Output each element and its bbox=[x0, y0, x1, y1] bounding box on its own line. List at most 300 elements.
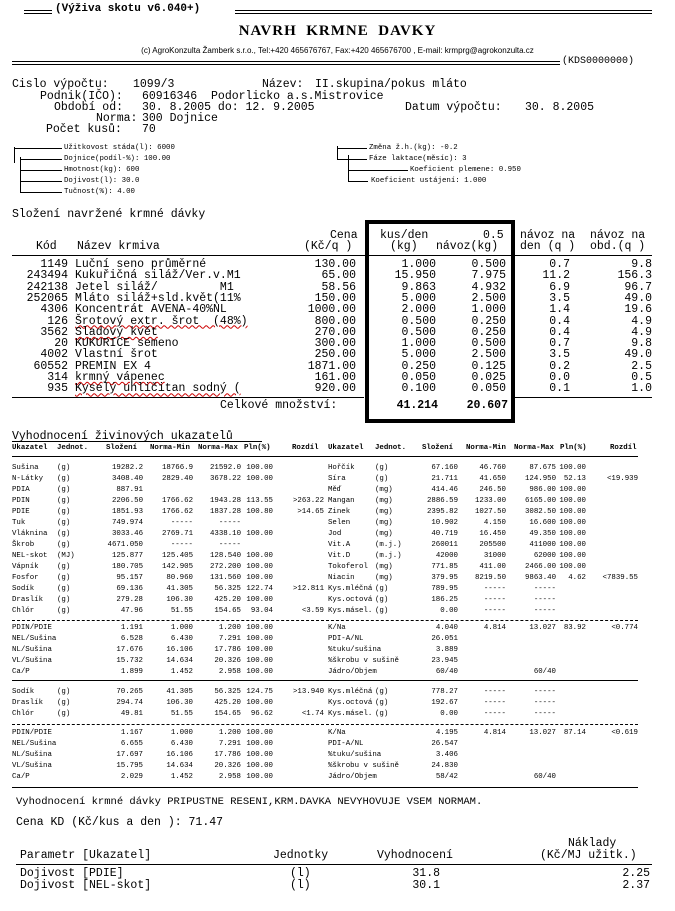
period-label: Období od: bbox=[54, 101, 124, 114]
nutrient-cell: Vápník bbox=[12, 563, 39, 571]
nutrient-cell: 21592.0 bbox=[209, 464, 241, 472]
feed-price: 920.00 bbox=[314, 382, 356, 396]
feed-code: 126 bbox=[47, 314, 68, 328]
nutrient-cell: (g) bbox=[375, 607, 389, 615]
document-title: NAVRH KRMNE DAVKY bbox=[238, 23, 437, 39]
nutrient-cell: 2206.50 bbox=[111, 497, 143, 505]
overlay-cell: <1.74 bbox=[301, 710, 324, 718]
overlay-ratio-cell: 1.200 bbox=[218, 729, 241, 737]
ratio-cell: 7.291 bbox=[218, 635, 241, 643]
feed-day: 3.5 bbox=[549, 291, 570, 305]
norm-label: Norma: bbox=[96, 112, 138, 125]
nutrient-cell: 21.711 bbox=[431, 475, 458, 483]
overlay-cell: (g) bbox=[57, 688, 71, 696]
overlay-cell: 124.75 bbox=[246, 688, 273, 696]
nutrient-cell: 18766.9 bbox=[161, 464, 193, 472]
eval-cost: 2.37 bbox=[622, 878, 650, 892]
feed-price: 58.56 bbox=[321, 280, 356, 294]
nutrient-cell: 16.600 bbox=[529, 519, 556, 527]
nutrient-cell: 186.25 bbox=[431, 596, 458, 604]
overlay-cell: (g) bbox=[375, 710, 389, 718]
nutrient-header: Ukazatel bbox=[12, 444, 48, 452]
nutrient-cell: 67.160 bbox=[431, 464, 458, 472]
nutrient-cell: (m.j.) bbox=[375, 552, 402, 560]
overlay-ratio-cell: NEL/Sušina bbox=[12, 740, 57, 748]
day-header-2: den (q ) bbox=[520, 240, 576, 253]
nutrient-cell: 52.13 bbox=[563, 475, 586, 483]
feed-kus: 0.050 bbox=[401, 371, 436, 384]
feed-day: 1.4 bbox=[549, 303, 570, 317]
overlay-cell: Kys.másel. bbox=[328, 710, 373, 718]
nutrient-header: Norma-Min bbox=[150, 444, 190, 452]
overlay-ratio-cell: PDIN/PDIE bbox=[12, 729, 52, 737]
overlay-ratio-cell: 14.634 bbox=[166, 762, 193, 770]
nutrient-cell: 100.00 bbox=[246, 563, 273, 571]
nutrient-cell: (g) bbox=[57, 508, 71, 516]
date-value: 30. 8.2005 bbox=[525, 101, 595, 114]
feed-navoz: 0.500 bbox=[471, 258, 506, 271]
feed-price: 300.00 bbox=[314, 337, 356, 351]
nutrient-cell: Hořčík bbox=[328, 464, 355, 472]
nutrient-cell: Vláknina bbox=[12, 530, 48, 538]
count-label: Počet kusů: bbox=[46, 123, 122, 136]
nutrient-cell: (g) bbox=[375, 464, 389, 472]
nutrient-cell: 1233.00 bbox=[474, 497, 506, 505]
nutrient-cell: Chlór bbox=[12, 607, 35, 615]
nutrient-header: Norma-Min bbox=[466, 444, 506, 452]
nutrient-cell: PDIA bbox=[12, 486, 30, 494]
ratio-cell: VL/Sušina bbox=[12, 657, 52, 665]
nutrient-header: Pln(%) bbox=[244, 444, 271, 452]
ratio-cell: K/Na bbox=[328, 624, 346, 632]
param-housing-coef: Koeficient ustájení: 1.000 bbox=[371, 177, 487, 185]
ratio-cell: 2.958 bbox=[218, 668, 241, 676]
nutrient-cell: (mg) bbox=[375, 574, 393, 582]
overlay-cell: (g) bbox=[57, 699, 71, 707]
ratio-cell: Ca/P bbox=[12, 668, 30, 676]
nutrient-cell: 100.00 bbox=[559, 552, 586, 560]
overlay-ratio-cell: 3.406 bbox=[435, 751, 458, 759]
ratio-cell: 3.889 bbox=[435, 646, 458, 654]
overlay-ratio-cell: 100.00 bbox=[246, 773, 273, 781]
overlay-cell: 96.62 bbox=[250, 710, 273, 718]
ratio-cell: NL/Sušina bbox=[12, 646, 52, 654]
nutrient-cell: Vit.A bbox=[328, 541, 351, 549]
ratio-cell: 60/40 bbox=[435, 668, 458, 676]
ratio-cell: 20.326 bbox=[214, 657, 241, 665]
nutrient-cell: 2395.82 bbox=[426, 508, 458, 516]
nutrient-header: Rozdíl bbox=[610, 444, 637, 452]
overlay-cell: ----- bbox=[483, 710, 506, 718]
nutrient-cell: 100.00 bbox=[246, 475, 273, 483]
overlay-cell: Sodík bbox=[12, 688, 35, 696]
param-weight-change: Změna ž.h.(kg): -0.2 bbox=[369, 144, 458, 152]
overlay-ratio-cell: 87.14 bbox=[563, 729, 586, 737]
highlight-frame bbox=[365, 220, 515, 423]
nutrient-cell: 125.877 bbox=[111, 552, 143, 560]
evaluation-line: Vyhodnocení krmné dávky PRIPUSTNE RESENI,KRM.DAVKA NEVYHOVUJE VSEM NORMAM. bbox=[16, 796, 483, 808]
overlay-cell: >13.940 bbox=[292, 688, 324, 696]
nutrient-cell: 986.00 bbox=[529, 486, 556, 494]
feed-name: Kukuřičná siláž/Ver.v.M1 bbox=[75, 269, 241, 283]
price-header-2: (Kč/q ) bbox=[304, 240, 353, 253]
feed-day: 0.2 bbox=[549, 359, 570, 373]
nutrient-cell: Mangan bbox=[328, 497, 355, 505]
feed-kus: 15.950 bbox=[394, 269, 436, 283]
calc-value: 1099/3 bbox=[133, 78, 175, 91]
nutrient-cell: 142.905 bbox=[161, 563, 193, 571]
nutrient-cell: 1851.93 bbox=[111, 508, 143, 516]
feed-period: 0.5 bbox=[631, 371, 652, 384]
nutrient-cell: Vit.D bbox=[328, 552, 351, 560]
ratio-cell: %tuku/sušina bbox=[328, 646, 382, 654]
nutrient-cell: 40.719 bbox=[431, 530, 458, 538]
overlay-ratio-cell: 26.547 bbox=[431, 740, 458, 748]
feed-day: 0.1 bbox=[549, 382, 570, 396]
eval-unit: (l) bbox=[290, 867, 311, 880]
overlay-ratio-cell: 20.326 bbox=[214, 762, 241, 770]
nutrient-cell: Sodík bbox=[12, 585, 35, 593]
composition-title: Složení navržené krmné dávky bbox=[12, 208, 206, 221]
ratio-cell: 4.814 bbox=[483, 624, 506, 632]
ratio-cell: 4.040 bbox=[435, 624, 458, 632]
overlay-ratio-cell: Ca/P bbox=[12, 773, 30, 781]
feed-price: 130.00 bbox=[314, 258, 356, 271]
kus-header-1: kus/den bbox=[380, 229, 429, 242]
nutrient-cell: Kys.másel. bbox=[328, 607, 373, 615]
nutrient-header: Norma-Max bbox=[198, 444, 238, 452]
feed-period: 19.6 bbox=[624, 303, 652, 317]
nutrient-cell: 100.00 bbox=[559, 508, 586, 516]
nutrient-cell: 16.450 bbox=[479, 530, 506, 538]
feed-period: 49.0 bbox=[624, 291, 652, 305]
overlay-ratio-cell: 17.786 bbox=[214, 751, 241, 759]
feed-name: Kyselý uhličitan sodný ( bbox=[75, 382, 241, 396]
feed-price: 1871.00 bbox=[307, 359, 356, 373]
overlay-ratio-cell: 6.655 bbox=[120, 740, 143, 748]
feed-price: 1000.00 bbox=[307, 303, 356, 317]
eval-param: Dojivost [NEL-skot] bbox=[20, 878, 152, 892]
nutrient-cell: 411000 bbox=[529, 541, 556, 549]
overlay-ratio-cell: 4.195 bbox=[435, 729, 458, 737]
nutrient-cell: 131.560 bbox=[209, 574, 241, 582]
costs-header-2: (Kč/MJ užitk.) bbox=[540, 849, 637, 862]
feed-code: 935 bbox=[47, 382, 68, 396]
nutrient-cell: 279.28 bbox=[116, 596, 143, 604]
ratio-cell: 15.732 bbox=[116, 657, 143, 665]
feed-navoz: 4.932 bbox=[471, 280, 506, 294]
overlay-ratio-cell: VL/Sušina bbox=[12, 762, 52, 770]
overlay-cell: 56.325 bbox=[214, 688, 241, 696]
nutrient-cell: 411.00 bbox=[479, 563, 506, 571]
feed-day: 0.4 bbox=[549, 314, 570, 328]
nutrient-cell: 113.55 bbox=[246, 497, 273, 505]
nutrient-cell: ----- bbox=[533, 607, 556, 615]
nutrient-cell: 62000 bbox=[533, 552, 556, 560]
param-lactation-phase: Fáze laktace(měsíc): 3 bbox=[369, 155, 467, 163]
param-fat: Tučnost(%): 4.00 bbox=[64, 188, 135, 196]
feed-period: 2.5 bbox=[631, 359, 652, 373]
nutrient-cell: >14.65 bbox=[297, 508, 324, 516]
nutrient-cell: (g) bbox=[375, 585, 389, 593]
ratio-cell: 1.191 bbox=[120, 624, 143, 632]
feed-name: Koncentrát AVENA-40%NL bbox=[75, 303, 227, 317]
nutrient-cell: 272.200 bbox=[209, 563, 241, 571]
ratio-cell: 100.00 bbox=[246, 635, 273, 643]
feed-navoz: 0.050 bbox=[471, 382, 506, 396]
nutrient-cell: PDIN bbox=[12, 497, 30, 505]
overlay-ratio-cell: %škrobu v sušině bbox=[328, 762, 399, 770]
feed-period: 4.9 bbox=[631, 314, 652, 328]
overlay-ratio-cell: 15.795 bbox=[116, 762, 143, 770]
nutrient-cell: (g) bbox=[57, 541, 71, 549]
param-cows-share: Dojnice(podíl-%): 100.00 bbox=[64, 155, 171, 163]
overlay-cell: 70.265 bbox=[116, 688, 143, 696]
ratio-cell: 16.106 bbox=[166, 646, 193, 654]
nutrient-cell: Niacin bbox=[328, 574, 355, 582]
ratio-cell: 23.945 bbox=[431, 657, 458, 665]
overlay-cell: ----- bbox=[533, 688, 556, 696]
overlay-ratio-cell: 2.029 bbox=[120, 773, 143, 781]
nutrient-cell: 1027.50 bbox=[474, 508, 506, 516]
nutrient-cell: <19.939 bbox=[606, 475, 638, 483]
nutrient-cell: 122.74 bbox=[246, 585, 273, 593]
nutrient-cell: (mg) bbox=[375, 508, 393, 516]
overlay-ratio-cell: NL/Sušina bbox=[12, 751, 52, 759]
nutrient-cell: (mg) bbox=[375, 530, 393, 538]
ratio-cell: 100.00 bbox=[246, 624, 273, 632]
costs-header-1: Náklady bbox=[568, 837, 617, 850]
nutrient-cell: Jod bbox=[328, 530, 342, 538]
feed-day: 6.9 bbox=[549, 280, 570, 294]
overlay-ratio-cell: 4.814 bbox=[483, 729, 506, 737]
name-header: Název krmiva bbox=[77, 240, 160, 253]
overlay-cell: 41.305 bbox=[166, 688, 193, 696]
nutrient-cell: 93.04 bbox=[250, 607, 273, 615]
nutrient-cell: (g) bbox=[57, 519, 71, 527]
nutrient-cell: 100.00 bbox=[559, 519, 586, 527]
feed-code: 314 bbox=[47, 371, 68, 384]
feed-navoz: 2.500 bbox=[471, 348, 506, 362]
feed-kus: 0.250 bbox=[401, 359, 436, 373]
feed-kus: 1.000 bbox=[401, 258, 436, 271]
nutrient-cell: 100.00 bbox=[246, 596, 273, 604]
total-navoz: 20.607 bbox=[466, 399, 508, 412]
business-label: Podnik(IČO): bbox=[40, 90, 123, 103]
nutrient-cell: 6165.00 bbox=[524, 497, 556, 505]
feed-day: 0.0 bbox=[549, 371, 570, 384]
nutrient-header: Rozdíl bbox=[292, 444, 319, 452]
feed-day: 0.7 bbox=[549, 337, 570, 351]
ratio-cell: 100.00 bbox=[246, 668, 273, 676]
ratio-cell: <0.774 bbox=[611, 624, 638, 632]
nutrient-cell: 4.150 bbox=[483, 519, 506, 527]
nutrient-cell: (g) bbox=[57, 530, 71, 538]
eval-cost: 2.25 bbox=[622, 867, 650, 880]
nutrient-cell: 205500 bbox=[479, 541, 506, 549]
nutrient-cell: Tokoferol bbox=[328, 563, 368, 571]
total-label: Celkové množství: bbox=[220, 399, 338, 412]
overlay-ratio-cell: 100.00 bbox=[246, 729, 273, 737]
price-line: Cena KD (Kč/kus a den ): 71.47 bbox=[16, 816, 224, 829]
overlay-cell: (g) bbox=[57, 710, 71, 718]
price-header-1: Cena bbox=[330, 229, 358, 242]
nutrient-cell: (mg) bbox=[375, 497, 393, 505]
overlay-ratio-cell: PDI-A/NL bbox=[328, 740, 364, 748]
nutrient-cell: >263.22 bbox=[292, 497, 324, 505]
nutrient-cell: (mg) bbox=[375, 519, 393, 527]
kus-header-2: (kg) bbox=[390, 240, 418, 253]
ratio-cell: 100.00 bbox=[246, 646, 273, 654]
eval-unit: (l) bbox=[290, 878, 311, 892]
nutrient-cell: 42000 bbox=[435, 552, 458, 560]
overlay-cell: 49.81 bbox=[120, 710, 143, 718]
nutrient-cell: 180.705 bbox=[111, 563, 143, 571]
overlay-ratio-cell: 16.106 bbox=[166, 751, 193, 759]
nutrient-cell: ----- bbox=[218, 541, 241, 549]
overlay-ratio-cell: K/Na bbox=[328, 729, 346, 737]
feed-day: 0.4 bbox=[549, 325, 570, 339]
norm-value: 300 Dojnice bbox=[142, 112, 218, 125]
overlay-ratio-cell: 58/42 bbox=[435, 773, 458, 781]
program-version: (Výživa skotu v6.040+) bbox=[55, 3, 201, 15]
nutrient-cell: 41.305 bbox=[166, 585, 193, 593]
overlay-cell: 154.65 bbox=[214, 710, 241, 718]
nutrient-cell: 2829.40 bbox=[161, 475, 193, 483]
nutrient-cell: <3.59 bbox=[301, 607, 324, 615]
feed-day: 0.7 bbox=[549, 258, 570, 271]
overlay-ratio-cell: 1.452 bbox=[170, 773, 193, 781]
ratio-cell: 17.786 bbox=[214, 646, 241, 654]
nutrient-cell: 789.95 bbox=[431, 585, 458, 593]
nutrient-cell: ----- bbox=[483, 596, 506, 604]
overlay-cell: 51.55 bbox=[170, 710, 193, 718]
overlay-ratio-cell: 100.00 bbox=[246, 762, 273, 770]
nutrient-cell: 3033.46 bbox=[111, 530, 143, 538]
overlay-cell: (g) bbox=[375, 699, 389, 707]
feed-kus: 0.100 bbox=[401, 382, 436, 396]
nutrient-cell: 100.00 bbox=[559, 530, 586, 538]
code-header: Kód bbox=[36, 240, 57, 253]
feed-kus: 0.500 bbox=[401, 325, 436, 339]
nutrient-cell: 100.00 bbox=[559, 464, 586, 472]
nutrient-cell: (g) bbox=[375, 475, 389, 483]
nutrient-cell: Síra bbox=[328, 475, 346, 483]
nutrient-cell: 56.325 bbox=[214, 585, 241, 593]
nutrient-cell: Selen bbox=[328, 519, 351, 527]
nutrient-cell: 4338.10 bbox=[209, 530, 241, 538]
feed-period: 9.8 bbox=[631, 258, 652, 271]
nutrient-cell: 425.20 bbox=[214, 596, 241, 604]
ratio-cell: 17.676 bbox=[116, 646, 143, 654]
nutrient-cell: ----- bbox=[533, 596, 556, 604]
overlay-ratio-cell: 17.697 bbox=[116, 751, 143, 759]
ratio-cell: 14.634 bbox=[166, 657, 193, 665]
nutrient-cell: 9863.40 bbox=[524, 574, 556, 582]
nutrient-cell: Měď bbox=[328, 486, 342, 494]
nutrient-cell: Fosfor bbox=[12, 574, 39, 582]
feed-navoz: 2.500 bbox=[471, 291, 506, 305]
nutrient-cell: 31000 bbox=[483, 552, 506, 560]
nutrient-cell: 80.960 bbox=[166, 574, 193, 582]
nutrient-cell: Škrob bbox=[12, 541, 35, 549]
nutrient-header: Ukazatel bbox=[328, 444, 364, 452]
nutrient-cell: (mg) bbox=[375, 486, 393, 494]
nutrient-cell: 100.00 bbox=[559, 541, 586, 549]
ratio-cell: 100.00 bbox=[246, 657, 273, 665]
overlay-cell: Chlór bbox=[12, 710, 35, 718]
eval-param: Dojivost [PDIE] bbox=[20, 867, 124, 880]
nutrient-header: Složení bbox=[422, 444, 454, 452]
overlay-ratio-cell: 7.291 bbox=[218, 740, 241, 748]
nutrient-cell: NEL-skot bbox=[12, 552, 48, 560]
navoz-top: 0.5 bbox=[483, 229, 504, 242]
nutrient-cell: 100.00 bbox=[246, 530, 273, 538]
feed-code: 243494 bbox=[26, 269, 68, 283]
nutrient-cell: 379.95 bbox=[431, 574, 458, 582]
feed-day: 3.5 bbox=[549, 348, 570, 362]
feed-price: 250.00 bbox=[314, 348, 356, 362]
overlay-ratio-cell: 6.430 bbox=[170, 740, 193, 748]
nutrient-cell: 106.30 bbox=[166, 596, 193, 604]
nutrient-cell: 1943.28 bbox=[209, 497, 241, 505]
overlay-ratio-cell: <0.619 bbox=[611, 729, 638, 737]
feed-code: 4002 bbox=[40, 348, 68, 362]
ratio-cell: 6.528 bbox=[120, 635, 143, 643]
nutrient-cell: 10.902 bbox=[431, 519, 458, 527]
feed-kus: 9.863 bbox=[401, 280, 436, 294]
name-value: II.skupina/pokus mláto bbox=[315, 78, 467, 91]
feed-name: Jetel siláž/ M1 bbox=[75, 280, 234, 294]
ratio-cell: 1.200 bbox=[218, 624, 241, 632]
ratio-cell: 1.899 bbox=[120, 668, 143, 676]
eval-value: 31.8 bbox=[412, 867, 440, 880]
nutrient-cell: (g) bbox=[57, 486, 71, 494]
overlay-cell: 192.67 bbox=[431, 699, 458, 707]
feed-navoz: 0.025 bbox=[471, 371, 506, 384]
feed-price: 270.00 bbox=[314, 325, 356, 339]
nutrient-cell: 260011 bbox=[431, 541, 458, 549]
param-milk-yield: Dojivost(l): 30.0 bbox=[64, 177, 140, 185]
feed-code: 4306 bbox=[40, 303, 68, 317]
nutrient-cell: 41.650 bbox=[479, 475, 506, 483]
nutrient-header: Složení bbox=[106, 444, 138, 452]
param-breed-coef: Koeficient plemene: 0.950 bbox=[410, 166, 521, 174]
nutrient-cell: ----- bbox=[483, 607, 506, 615]
ratio-cell: NEL/Sušina bbox=[12, 635, 57, 643]
nutrient-cell: 3082.50 bbox=[524, 508, 556, 516]
overlay-cell: Kys.mléčná bbox=[328, 688, 373, 696]
feed-kus: 2.000 bbox=[401, 303, 436, 317]
nutrient-cell: 100.00 bbox=[246, 552, 273, 560]
overlay-cell: 0.00 bbox=[440, 710, 458, 718]
nutrient-cell: (g) bbox=[57, 497, 71, 505]
feed-code: 242138 bbox=[26, 280, 68, 294]
nutrient-header: Pln(%) bbox=[560, 444, 587, 452]
param-herd-yield: Užitkovost stáda(l): 6000 bbox=[64, 144, 175, 152]
nutrient-cell: (g) bbox=[57, 475, 71, 483]
nutrient-cell: 154.65 bbox=[214, 607, 241, 615]
nutrient-cell: 95.157 bbox=[116, 574, 143, 582]
nutrient-cell: ----- bbox=[218, 519, 241, 527]
feed-period: 96.7 bbox=[624, 280, 652, 294]
total-kus: 41.214 bbox=[396, 399, 438, 412]
nutrient-cell: ----- bbox=[170, 541, 193, 549]
feed-code: 252065 bbox=[26, 291, 68, 305]
nutrient-cell: 1837.28 bbox=[209, 508, 241, 516]
nutrient-cell: 2466.00 bbox=[524, 563, 556, 571]
company-line: (c) AgroKonzulta Žamberk s.r.o., Tel:+420 465676767, Fax:+420 465676700 , E-mail: krmprg@agrokonzulta.cz bbox=[141, 46, 534, 55]
